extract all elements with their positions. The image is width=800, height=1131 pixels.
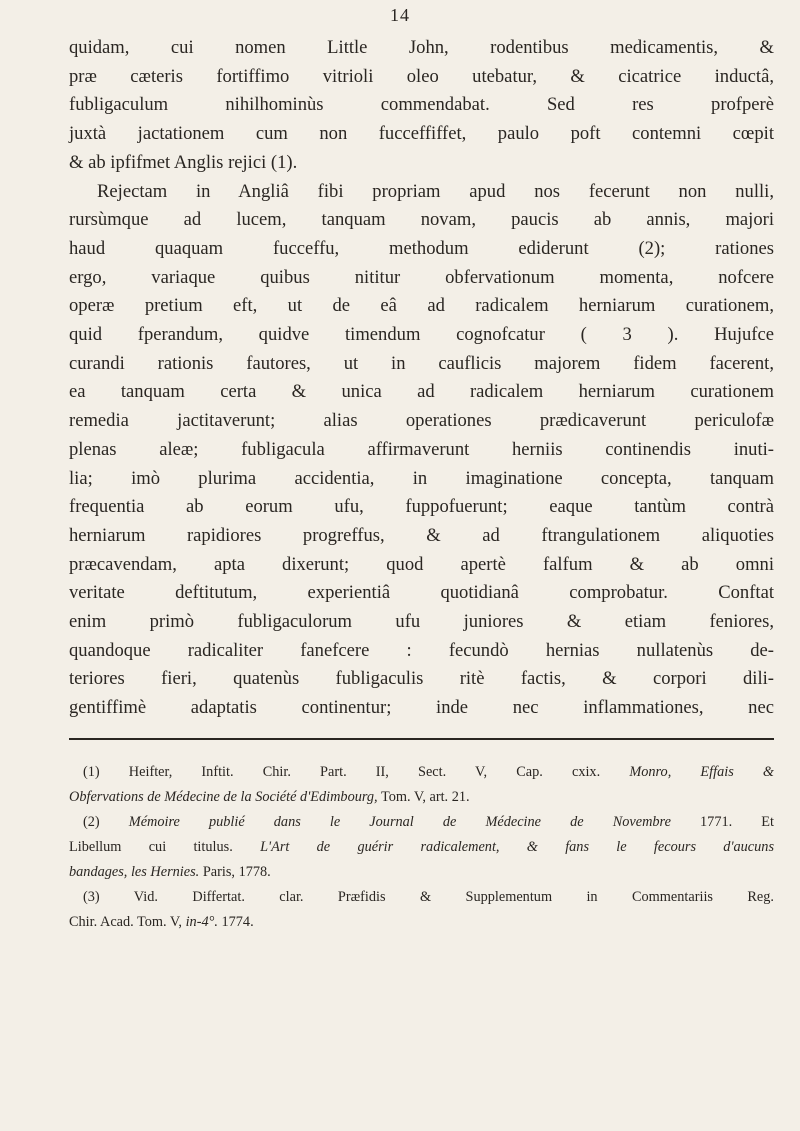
footnote-2-line <box>69 835 774 860</box>
footnote-3-line: (3) Vid. Differtat. clar. Præfidis & Supplementum in Commentariis Reg. <box>83 889 774 905</box>
body-text <box>69 34 774 723</box>
text-line: rursùmque ad lucem, tanquam novam, paucis ab annis, majori <box>69 209 774 231</box>
text-line: præ cæteris fortiffimo vitrioli oleo utebatur, & cicatrice inductâ, <box>69 65 774 87</box>
footnote-text: 1771. Et <box>670 814 774 830</box>
text-line: Rejectam in Angliâ fibi propriam apud nos fecerunt non nulli, <box>97 180 774 202</box>
footnote-2-line <box>69 810 774 835</box>
footnote-2-line <box>69 860 774 885</box>
text-line: ergo, variaque quibus nititur obfervationum momenta, nofcere <box>69 266 774 288</box>
footnote-citation: Obfervations de Médecine de la Société d'Edimbourg, <box>69 789 378 805</box>
text-line: præcavendam, apta dixerunt; quod apertè falfum & ab omni <box>69 553 774 575</box>
text-line: quidam, cui nomen Little John, rodentibus medicamentis, & <box>69 37 774 58</box>
text-line: remedia jactitaverunt; alias operationes prædicaverunt periculofæ <box>69 410 774 432</box>
text-line: teriores fieri, quatenùs fubligaculis ritè factis, & corpori dili- <box>69 668 774 690</box>
footnote-text: Paris, 1778. <box>199 864 271 880</box>
footnote-text: (2) <box>83 814 100 830</box>
footnote-text: 1774. <box>217 914 254 930</box>
footnote-divider <box>69 738 774 740</box>
footnote-citation: L'Art de guérir radicalement, & fans le fecours d'aucuns <box>260 839 775 855</box>
footnote-text: Tom. V, art. 21. <box>377 789 470 805</box>
footnote-text: (1) Heifter, Inftit. Chir. Part. II, Sect. V, Cap. cxix. <box>83 764 601 780</box>
footnote-1-line <box>69 785 774 810</box>
footnote-citation: Monro, Effais & <box>629 764 775 780</box>
footnote-citation: in-4°. <box>185 914 218 930</box>
text-line: gentiffimè adaptatis continentur; inde nec inflammationes, nec <box>69 697 774 719</box>
text-line: quid fperandum, quidve timendum cognofcatur ( 3 ). Hujufce <box>69 324 774 346</box>
text-line: operæ pretium eft, ut de eâ ad radicalem herniarum curationem, <box>69 295 774 317</box>
text-line: curandi rationis fautores, ut in cauflicis majorem fidem facerent, <box>69 352 774 374</box>
footnote-citation: Mémoire publié dans le Journal de Médecine de Novembre <box>128 814 671 830</box>
text-line: ea tanquam certa & unica ad radicalem herniarum curationem <box>69 381 774 403</box>
text-line: enim primò fubligaculorum ufu juniores & etiam feniores, <box>69 611 774 633</box>
text-line: lia; imò plurima accidentia, in imaginatione concepta, tanquam <box>69 467 774 489</box>
footnote-3-line <box>69 910 774 935</box>
text-line: quandoque radicaliter fanefcere : fecundò hernias nullatenùs de- <box>69 639 774 661</box>
text-line: haud quaquam fucceffu, methodum ediderunt (2); rationes <box>69 237 774 259</box>
footnote-citation: bandages, les Hernies. <box>69 864 200 880</box>
text-line: fubligaculum nihilhominùs commendabat. Sed res profperè <box>69 94 774 116</box>
text-line: frequentia ab eorum ufu, fuppofuerunt; eaque tantùm contrà <box>69 496 774 518</box>
footnote-text: Chir. Acad. Tom. V, <box>69 914 182 930</box>
footnote-1-line <box>69 760 774 785</box>
page-number: 14 <box>390 5 410 25</box>
text-line: & ab ipfifmet Anglis rejici (1). <box>69 151 298 173</box>
text-line: juxtà jactationem cum non fucceffiffet, paulo poft contemni cœpit <box>69 123 774 145</box>
text-line: plenas aleæ; fubligacula affirmaverunt herniis continendis inuti- <box>69 438 774 460</box>
footnote-text: Libellum cui titulus. <box>69 839 233 855</box>
text-line: herniarum rapidiores progreffus, & ad ftrangulationem aliquoties <box>69 524 774 546</box>
text-line: veritate deftitutum, experientiâ quotidianâ comprobatur. Conftat <box>69 582 774 604</box>
footnotes <box>69 760 774 935</box>
